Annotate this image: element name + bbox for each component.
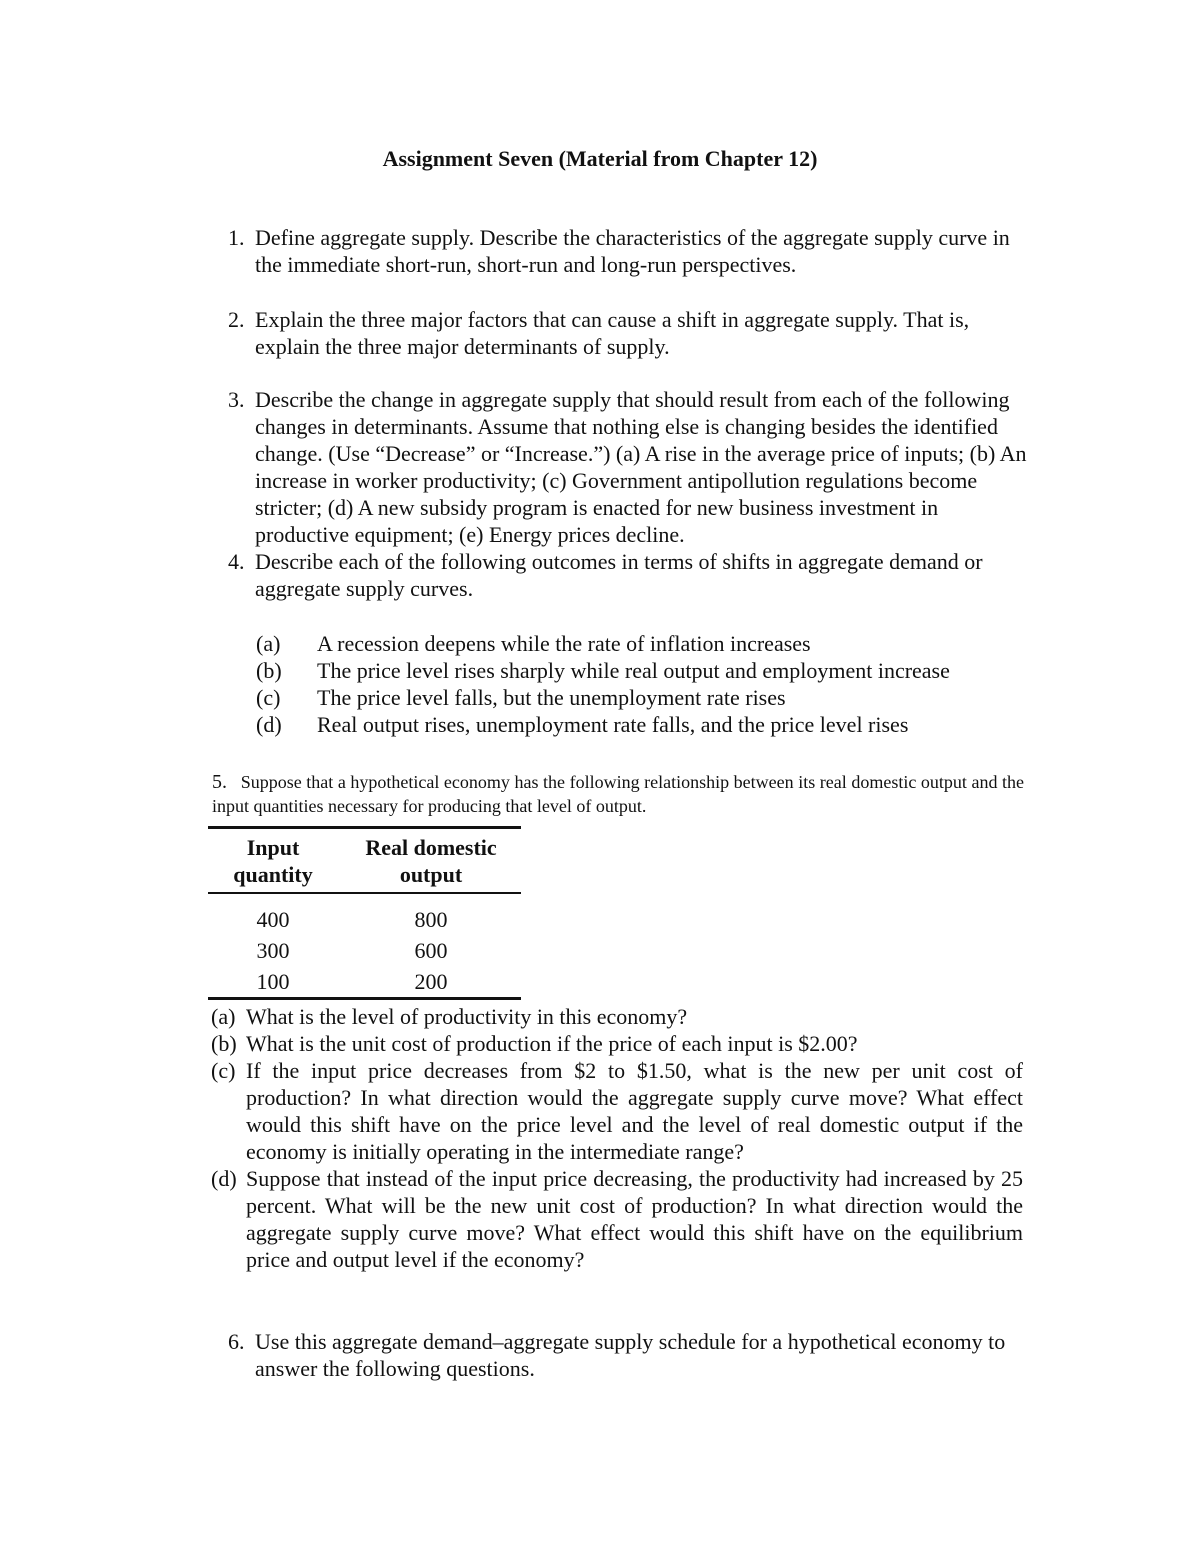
question-text: Use this aggregate demand–aggregate supply schedule for a hypothetical economy to answer the following questions. [255, 1329, 1006, 1381]
table-cell: 400 [256, 907, 290, 932]
table-header [208, 829, 521, 892]
item-text: Real output rises, unemployment rate falls, and the price level rises [317, 712, 909, 737]
table-cell: 300 [256, 938, 290, 963]
question-number: 3. [228, 387, 245, 412]
column-header-input-quantity: Input quantity [233, 835, 313, 887]
part-text: If the input price decreases from $2 to $1.50, what is the new per unit cost of production? In what direction would the aggregate supply curve move? What effect would this shift have on the price level and the level of real domestic output if the economy is initially operating in the intermediate range? [246, 1058, 1023, 1164]
list-item [256, 630, 1016, 657]
table-row [208, 904, 521, 935]
list-item [211, 1003, 1023, 1030]
item-label: (a) [256, 631, 281, 656]
list-item [256, 711, 1016, 738]
table-row [208, 935, 521, 966]
page-title: Assignment Seven (Material from Chapter 12) [382, 146, 818, 171]
question-4 [228, 548, 1028, 602]
item-text: The price level falls, but the unemployment rate rises [317, 685, 786, 710]
list-item [211, 1165, 1023, 1273]
list-item [211, 1030, 1023, 1057]
question-text: Explain the three major factors that can cause a shift in aggregate supply. That is, explain the three major determinants of supply. [255, 307, 970, 359]
table-cell: 100 [256, 969, 290, 994]
question-text: Suppose that a hypothetical economy has the following relationship between its real domestic output and the input quantities necessary for producing that level of output. [212, 772, 1024, 816]
table-cell: 200 [414, 969, 448, 994]
question-5-intro [212, 770, 1024, 818]
item-label: (b) [256, 658, 282, 683]
item-text: The price level rises sharply while real output and employment increase [317, 658, 950, 683]
list-item [256, 684, 1016, 711]
item-text: A recession deepens while the rate of inflation increases [317, 631, 811, 656]
table-cell: 800 [414, 907, 448, 932]
part-text: What is the level of productivity in this economy? [246, 1004, 688, 1029]
part-text: What is the unit cost of production if the price of each input is $2.00? [246, 1031, 858, 1056]
part-label: (d) [211, 1166, 237, 1191]
productivity-table [208, 826, 521, 1000]
question-5-parts [211, 1003, 1023, 1273]
question-number: 2. [228, 307, 245, 332]
table-cell: 600 [414, 938, 448, 963]
list-item [211, 1057, 1023, 1165]
item-label: (d) [256, 712, 282, 737]
part-label: (a) [211, 1004, 236, 1029]
list-item [256, 657, 1016, 684]
column-header-real-domestic-output: Real domestic output [365, 835, 497, 887]
question-number: 5. [212, 771, 227, 793]
part-label: (c) [211, 1058, 236, 1083]
question-3 [228, 386, 1028, 548]
question-text: Define aggregate supply. Describe the characteristics of the aggregate supply curve in the immediate short-run, short-run and long-run perspectives. [255, 225, 1010, 277]
question-1 [228, 224, 1028, 278]
question-number: 1. [228, 225, 245, 250]
question-number: 4. [228, 549, 245, 574]
question-6 [228, 1328, 1028, 1382]
question-text: Describe each of the following outcomes in terms of shifts in aggregate demand or aggregate supply curves. [255, 549, 983, 601]
question-text: Describe the change in aggregate supply that should result from each of the following changes in determinants. Assume that nothing else is changing besides the identified change. (Use “Decrease” or “Increase.”) (a) A rise in the average price of inputs; (b) An increase in worker productivity; (c) Government antipollution regulations become stricter; (d) A new subsidy program is enacted for new business investment in productive equipment; (e) Energy prices decline. [255, 387, 1027, 547]
table-bottom-rule [208, 997, 521, 1000]
question-2 [228, 306, 1028, 360]
table-row [208, 966, 521, 997]
question-4-items [256, 630, 1016, 738]
part-label: (b) [211, 1031, 237, 1056]
question-number: 6. [228, 1329, 245, 1354]
item-label: (c) [256, 685, 281, 710]
part-text: Suppose that instead of the input price decreasing, the productivity had increased by 25 percent. What will be the new unit cost of production? In what direction would the aggregate supply curve move? What effect would this shift have on the equilibrium price and output level if the economy? [246, 1166, 1023, 1272]
